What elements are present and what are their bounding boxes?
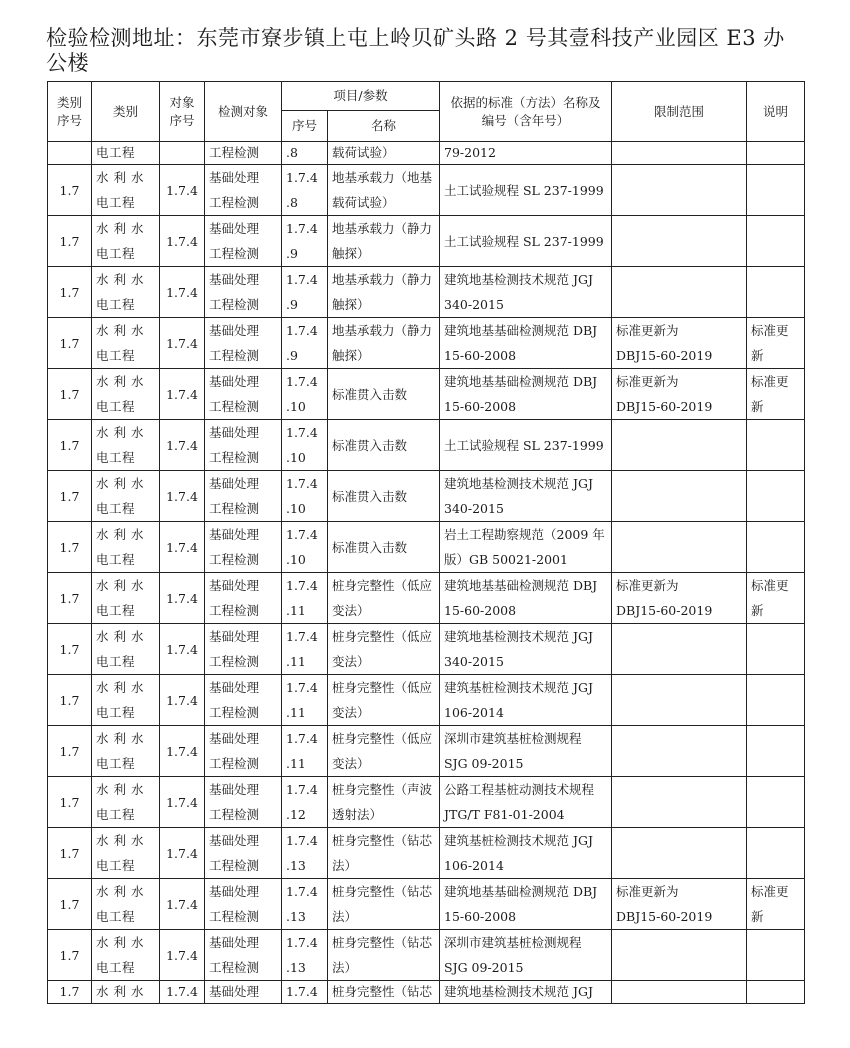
cell-object: 基础处理 工程检测 bbox=[205, 828, 282, 879]
table-row bbox=[48, 318, 805, 369]
cell-category: 水 利 水 电工程 bbox=[92, 726, 160, 777]
cell-limit-range bbox=[612, 522, 747, 573]
table-row bbox=[48, 828, 805, 879]
cell-parameter-name: 桩身完整性（钻芯 法） bbox=[328, 930, 440, 981]
cell-standard: 建筑地基检测技术规范 JGJ 340-2015 bbox=[440, 624, 612, 675]
cell-object: 基础处理 工程检测 bbox=[205, 165, 282, 216]
cell-object-number: 1.7.4 bbox=[160, 471, 205, 522]
table-row bbox=[48, 930, 805, 981]
cell-category: 水 利 水 电工程 bbox=[92, 522, 160, 573]
cell-object: 工程检测 bbox=[205, 142, 282, 165]
cell-parameter-number: 1.7.4 .13 bbox=[282, 930, 328, 981]
cell-object-number: 1.7.4 bbox=[160, 267, 205, 318]
cell-category-number: 1.7 bbox=[48, 879, 92, 930]
cell-parameter-number: 1.7.4 bbox=[282, 981, 328, 1004]
cell-category-number: 1.7 bbox=[48, 471, 92, 522]
cell-parameter-name: 载荷试验） bbox=[328, 142, 440, 165]
cell-limit-range bbox=[612, 216, 747, 267]
cell-parameter-number: .8 bbox=[282, 142, 328, 165]
cell-parameter-name: 桩身完整性（低应 变法） bbox=[328, 675, 440, 726]
cell-note bbox=[747, 216, 805, 267]
cell-object: 基础处理 工程检测 bbox=[205, 420, 282, 471]
cell-limit-range bbox=[612, 267, 747, 318]
cell-standard: 深圳市建筑基桩检测规程 SJG 09-2015 bbox=[440, 930, 612, 981]
cell-note bbox=[747, 777, 805, 828]
cell-parameter-name: 地基承载力（地基 载荷试验） bbox=[328, 165, 440, 216]
cell-limit-range bbox=[612, 675, 747, 726]
header-note: 说明 bbox=[747, 82, 805, 142]
cell-object: 基础处理 工程检测 bbox=[205, 879, 282, 930]
cell-object: 基础处理 工程检测 bbox=[205, 675, 282, 726]
cell-note bbox=[747, 165, 805, 216]
cell-category: 水 利 水 电工程 bbox=[92, 675, 160, 726]
cell-category: 水 利 水 电工程 bbox=[92, 471, 160, 522]
cell-standard: 建筑地基检测技术规范 JGJ 340-2015 bbox=[440, 267, 612, 318]
cell-parameter-number: 1.7.4 .11 bbox=[282, 726, 328, 777]
cell-parameter-number: 1.7.4 .11 bbox=[282, 573, 328, 624]
cell-note bbox=[747, 522, 805, 573]
cell-category: 水 利 水 电工程 bbox=[92, 318, 160, 369]
cell-parameter-number: 1.7.4 .11 bbox=[282, 624, 328, 675]
cell-standard: 公路工程基桩动测技术规程 JTG/T F81-01-2004 bbox=[440, 777, 612, 828]
cell-parameter-number: 1.7.4 .13 bbox=[282, 828, 328, 879]
cell-note: 标准更 新 bbox=[747, 318, 805, 369]
cell-standard: 建筑地基基础检测规范 DBJ 15-60-2008 bbox=[440, 573, 612, 624]
cell-parameter-number: 1.7.4 .9 bbox=[282, 318, 328, 369]
cell-standard: 岩土工程勘察规范（2009 年 版）GB 50021-2001 bbox=[440, 522, 612, 573]
cell-category-number: 1.7 bbox=[48, 930, 92, 981]
cell-note bbox=[747, 267, 805, 318]
cell-parameter-name: 桩身完整性（低应 变法） bbox=[328, 624, 440, 675]
cell-limit-range: 标准更新为 DBJ15-60-2019 bbox=[612, 573, 747, 624]
table-row bbox=[48, 471, 805, 522]
cell-note bbox=[747, 930, 805, 981]
cell-parameter-name: 桩身完整性（钻芯 bbox=[328, 981, 440, 1004]
table-row bbox=[48, 267, 805, 318]
cell-note: 标准更 新 bbox=[747, 879, 805, 930]
cell-category-number: 1.7 bbox=[48, 216, 92, 267]
cell-category-number: 1.7 bbox=[48, 981, 92, 1004]
cell-parameter-name: 标准贯入击数 bbox=[328, 369, 440, 420]
cell-parameter-number: 1.7.4 .11 bbox=[282, 675, 328, 726]
header-object-number: 对象 序号 bbox=[160, 82, 205, 142]
cell-object-number: 1.7.4 bbox=[160, 777, 205, 828]
cell-category: 电工程 bbox=[92, 142, 160, 165]
cell-category-number: 1.7 bbox=[48, 522, 92, 573]
cell-category: 水 利 水 电工程 bbox=[92, 624, 160, 675]
table-row bbox=[48, 777, 805, 828]
cell-limit-range bbox=[612, 930, 747, 981]
cell-note bbox=[747, 981, 805, 1004]
cell-category: 水 利 水 电工程 bbox=[92, 216, 160, 267]
cell-standard: 建筑地基检测技术规范 JGJ 340-2015 bbox=[440, 471, 612, 522]
cell-note bbox=[747, 142, 805, 165]
cell-object-number: 1.7.4 bbox=[160, 624, 205, 675]
cell-limit-range bbox=[612, 726, 747, 777]
cell-note: 标准更 新 bbox=[747, 573, 805, 624]
cell-category-number: 1.7 bbox=[48, 165, 92, 216]
cell-object-number bbox=[160, 142, 205, 165]
cell-object-number: 1.7.4 bbox=[160, 828, 205, 879]
cell-parameter-name: 桩身完整性（低应 变法） bbox=[328, 573, 440, 624]
cell-parameter-name: 桩身完整性（声波 透射法） bbox=[328, 777, 440, 828]
cell-standard: 建筑地基基础检测规范 DBJ 15-60-2008 bbox=[440, 879, 612, 930]
cell-parameter-number: 1.7.4 .10 bbox=[282, 471, 328, 522]
cell-category: 水 利 水 电工程 bbox=[92, 930, 160, 981]
table-row bbox=[48, 165, 805, 216]
cell-category-number: 1.7 bbox=[48, 318, 92, 369]
cell-standard: 深圳市建筑基桩检测规程 SJG 09-2015 bbox=[440, 726, 612, 777]
cell-category-number: 1.7 bbox=[48, 624, 92, 675]
table-row-continuation bbox=[48, 142, 805, 165]
header-parameter-name: 名称 bbox=[328, 111, 440, 142]
cell-limit-range bbox=[612, 142, 747, 165]
cell-category-number: 1.7 bbox=[48, 726, 92, 777]
cell-object: 基础处理 工程检测 bbox=[205, 522, 282, 573]
cell-note bbox=[747, 828, 805, 879]
table-row bbox=[48, 216, 805, 267]
cell-note: 标准更 新 bbox=[747, 369, 805, 420]
cell-object: 基础处理 工程检测 bbox=[205, 216, 282, 267]
table-row bbox=[48, 522, 805, 573]
cell-note bbox=[747, 471, 805, 522]
cell-category: 水 利 水 电工程 bbox=[92, 879, 160, 930]
cell-category: 水 利 水 bbox=[92, 981, 160, 1004]
cell-object: 基础处理 工程检测 bbox=[205, 777, 282, 828]
cell-category: 水 利 水 电工程 bbox=[92, 267, 160, 318]
cell-parameter-number: 1.7.4 .9 bbox=[282, 216, 328, 267]
cell-parameter-name: 标准贯入击数 bbox=[328, 420, 440, 471]
table-row bbox=[48, 624, 805, 675]
cell-parameter-name: 标准贯入击数 bbox=[328, 522, 440, 573]
cell-object: 基础处理 工程检测 bbox=[205, 267, 282, 318]
cell-standard: 建筑基桩检测技术规范 JGJ 106-2014 bbox=[440, 828, 612, 879]
cell-note bbox=[747, 420, 805, 471]
cell-object: 基础处理 工程检测 bbox=[205, 726, 282, 777]
cell-category-number: 1.7 bbox=[48, 369, 92, 420]
header-category: 类别 bbox=[92, 82, 160, 142]
cell-parameter-number: 1.7.4 .10 bbox=[282, 369, 328, 420]
cell-object-number: 1.7.4 bbox=[160, 165, 205, 216]
cell-object: 基础处理 工程检测 bbox=[205, 624, 282, 675]
cell-category-number: 1.7 bbox=[48, 828, 92, 879]
cell-note bbox=[747, 726, 805, 777]
cell-parameter-name: 地基承载力（静力 触探） bbox=[328, 267, 440, 318]
cell-object-number: 1.7.4 bbox=[160, 930, 205, 981]
cell-parameter-name: 地基承载力（静力 触探） bbox=[328, 216, 440, 267]
cell-category: 水 利 水 电工程 bbox=[92, 828, 160, 879]
cell-parameter-number: 1.7.4 .8 bbox=[282, 165, 328, 216]
cell-parameter-number: 1.7.4 .10 bbox=[282, 420, 328, 471]
cell-object: 基础处理 工程检测 bbox=[205, 573, 282, 624]
cell-limit-range bbox=[612, 420, 747, 471]
cell-note bbox=[747, 624, 805, 675]
cell-standard: 建筑基桩检测技术规范 JGJ 106-2014 bbox=[440, 675, 612, 726]
cell-category: 水 利 水 电工程 bbox=[92, 573, 160, 624]
cell-object-number: 1.7.4 bbox=[160, 726, 205, 777]
cell-limit-range bbox=[612, 777, 747, 828]
cell-object-number: 1.7.4 bbox=[160, 420, 205, 471]
table-row bbox=[48, 675, 805, 726]
cell-category-number: 1.7 bbox=[48, 573, 92, 624]
cell-parameter-name: 桩身完整性（钻芯 法） bbox=[328, 879, 440, 930]
cell-standard: 土工试验规程 SL 237-1999 bbox=[440, 420, 612, 471]
cell-limit-range: 标准更新为 DBJ15-60-2019 bbox=[612, 318, 747, 369]
cell-parameter-number: 1.7.4 .10 bbox=[282, 522, 328, 573]
table-row bbox=[48, 573, 805, 624]
cell-object: 基础处理 工程检测 bbox=[205, 471, 282, 522]
cell-limit-range: 标准更新为 DBJ15-60-2019 bbox=[612, 369, 747, 420]
cell-limit-range bbox=[612, 165, 747, 216]
header-standard: 依据的标准（方法）名称及 编号（含年号） bbox=[440, 82, 612, 142]
cell-standard: 土工试验规程 SL 237-1999 bbox=[440, 165, 612, 216]
cell-object-number: 1.7.4 bbox=[160, 318, 205, 369]
cell-object: 基础处理 工程检测 bbox=[205, 318, 282, 369]
header-limit-range: 限制范围 bbox=[612, 82, 747, 142]
cell-object-number: 1.7.4 bbox=[160, 369, 205, 420]
table-row bbox=[48, 420, 805, 471]
cell-parameter-name: 桩身完整性（低应 变法） bbox=[328, 726, 440, 777]
cell-limit-range bbox=[612, 624, 747, 675]
table-row-partial bbox=[48, 981, 805, 1004]
header-parameter-number: 序号 bbox=[282, 111, 328, 142]
cell-object-number: 1.7.4 bbox=[160, 879, 205, 930]
cell-standard: 土工试验规程 SL 237-1999 bbox=[440, 216, 612, 267]
header-object: 检测对象 bbox=[205, 82, 282, 142]
cell-object-number: 1.7.4 bbox=[160, 573, 205, 624]
accreditation-scope-table bbox=[47, 81, 805, 1004]
cell-parameter-name: 桩身完整性（钻芯 法） bbox=[328, 828, 440, 879]
table-row bbox=[48, 726, 805, 777]
cell-object-number: 1.7.4 bbox=[160, 522, 205, 573]
cell-category-number: 1.7 bbox=[48, 267, 92, 318]
cell-parameter-number: 1.7.4 .9 bbox=[282, 267, 328, 318]
header-item-parameter: 项目/参数 bbox=[282, 82, 440, 111]
cell-object: 基础处理 工程检测 bbox=[205, 930, 282, 981]
cell-category-number: 1.7 bbox=[48, 777, 92, 828]
cell-object: 基础处理 bbox=[205, 981, 282, 1004]
cell-limit-range: 标准更新为 DBJ15-60-2019 bbox=[612, 879, 747, 930]
cell-limit-range bbox=[612, 471, 747, 522]
cell-category-number: 1.7 bbox=[48, 675, 92, 726]
table-row bbox=[48, 879, 805, 930]
cell-standard: 建筑地基检测技术规范 JGJ bbox=[440, 981, 612, 1004]
cell-parameter-name: 标准贯入击数 bbox=[328, 471, 440, 522]
cell-category-number: 1.7 bbox=[48, 420, 92, 471]
cell-object-number: 1.7.4 bbox=[160, 216, 205, 267]
cell-object: 基础处理 工程检测 bbox=[205, 369, 282, 420]
cell-standard: 建筑地基基础检测规范 DBJ 15-60-2008 bbox=[440, 318, 612, 369]
cell-category-number bbox=[48, 142, 92, 165]
table-row bbox=[48, 369, 805, 420]
cell-category: 水 利 水 电工程 bbox=[92, 420, 160, 471]
cell-category: 水 利 水 电工程 bbox=[92, 165, 160, 216]
cell-parameter-number: 1.7.4 .12 bbox=[282, 777, 328, 828]
cell-limit-range bbox=[612, 828, 747, 879]
cell-category: 水 利 水 电工程 bbox=[92, 777, 160, 828]
header-category-number: 类别 序号 bbox=[48, 82, 92, 142]
page-heading: 检验检测地址：东莞市寮步镇上屯上岭贝矿头路 2 号其壹科技产业园区 E3 办公楼 bbox=[46, 26, 785, 75]
cell-parameter-name: 地基承载力（静力 触探） bbox=[328, 318, 440, 369]
cell-object-number: 1.7.4 bbox=[160, 675, 205, 726]
cell-category: 水 利 水 电工程 bbox=[92, 369, 160, 420]
cell-object-number: 1.7.4 bbox=[160, 981, 205, 1004]
cell-parameter-number: 1.7.4 .13 bbox=[282, 879, 328, 930]
cell-standard: 79-2012 bbox=[440, 142, 612, 165]
cell-standard: 建筑地基基础检测规范 DBJ 15-60-2008 bbox=[440, 369, 612, 420]
cell-note bbox=[747, 675, 805, 726]
cell-limit-range bbox=[612, 981, 747, 1004]
